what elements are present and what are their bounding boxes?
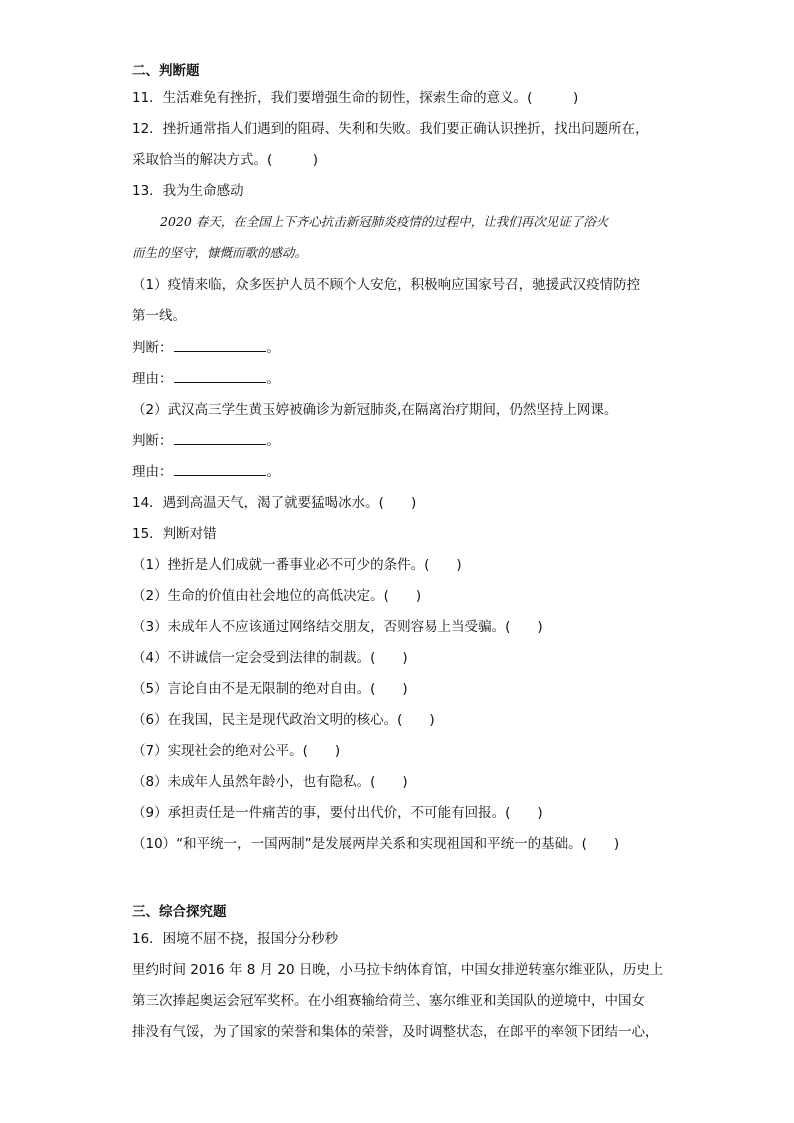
- answer-blank[interactable]: [174, 432, 266, 445]
- question-15-item: （7）实现社会的绝对公平。( ): [132, 743, 341, 759]
- period: 。: [266, 464, 280, 480]
- question-16-title: 16．困境不屈不挠，报国分分秒秒: [132, 931, 339, 947]
- answer-reason-1: [132, 370, 280, 388]
- question-11: 11．生活难免有挫折，我们要增强生命的韧性，探索生命的意义。( ): [132, 90, 579, 106]
- question-15-title: 15．判断对错: [132, 526, 217, 542]
- question-15-item: （3）未成年人不应该通过网络结交朋友，否则容易上当受骗。( ): [132, 619, 543, 635]
- question-13-quote-line-1: 2020 春天，在全国上下齐心抗击新冠肺炎疫情的过程中，让我们再次见证了浴火: [160, 214, 609, 229]
- answer-reason-2: [132, 463, 280, 481]
- question-15-item: （2）生命的价值由社会地位的高低决定。( ): [132, 588, 422, 604]
- judgment-label: 判断：: [132, 340, 173, 356]
- period: 。: [266, 433, 280, 449]
- question-15-item: （1）挫折是人们成就一番事业必不可少的条件。( ): [132, 557, 462, 573]
- period: 。: [266, 371, 280, 387]
- judgment-label: 判断：: [132, 433, 173, 449]
- question-15-item: （5）言论自由不是无限制的绝对自由。( ): [132, 681, 408, 697]
- question-15-item: （10）“和平统一，一国两制”是发展两岸关系和实现祖国和平统一的基础。( ): [132, 836, 620, 852]
- question-13-title: 13．我为生命感动: [132, 183, 244, 199]
- section-title-judgment: 二、判断题: [132, 63, 200, 79]
- question-15-item: （4）不讲诚信一定会受到法律的制裁。( ): [132, 650, 408, 666]
- reason-label: 理由：: [132, 371, 173, 387]
- question-13-sub1-line-1: （1）疫情来临，众多医护人员不顾个人安危，积极响应国家号召，驰援武汉疫情防控: [132, 277, 641, 293]
- question-15-item: （8）未成年人虽然年龄小，也有隐私。( ): [132, 774, 408, 790]
- question-13-quote-line-2: 而生的坚守，慷慨而歌的感动。: [132, 245, 308, 260]
- answer-judgment-1: [132, 339, 280, 357]
- question-13-sub1-line-2: 第一线。: [132, 308, 186, 324]
- answer-judgment-2: [132, 432, 280, 450]
- question-14: 14．遇到高温天气，渴了就要猛喝冰水。( ): [132, 495, 417, 511]
- answer-blank[interactable]: [174, 339, 266, 352]
- question-12-line-1: 12．挫折通常指人们遇到的阻碍、失利和失败。我们要正确认识挫折，找出问题所在，: [132, 121, 649, 137]
- reason-label: 理由：: [132, 464, 173, 480]
- section-title-inquiry: 三、综合探究题: [132, 904, 227, 920]
- answer-blank[interactable]: [174, 463, 266, 476]
- question-15-item: （6）在我国，民主是现代政治文明的核心。( ): [132, 712, 435, 728]
- question-13-sub2: （2）武汉高三学生黄玉婷被确诊为新冠肺炎,在隔离治疗期间，仍然坚持上网课。: [132, 402, 618, 418]
- question-16-paragraph-line: 第三次捧起奥运会冠军奖杯。在小组赛输给荷兰、塞尔维亚和美国队的逆境中，中国女: [132, 993, 645, 1009]
- answer-blank[interactable]: [174, 370, 266, 383]
- question-12-line-2: 采取恰当的解决方式。( ): [132, 152, 319, 168]
- question-16-paragraph-line: 排没有气馁，为了国家的荣誉和集体的荣誉，及时调整状态，在郎平的率领下团结一心，: [132, 1024, 659, 1040]
- question-15-item: （9）承担责任是一件痛苦的事，要付出代价，不可能有回报。( ): [132, 805, 543, 821]
- question-16-paragraph-line: 里约时间 2016 年 8 月 20 日晚，小马拉卡纳体育馆，中国女排逆转塞尔维亚队，历史上: [132, 962, 664, 978]
- period: 。: [266, 340, 280, 356]
